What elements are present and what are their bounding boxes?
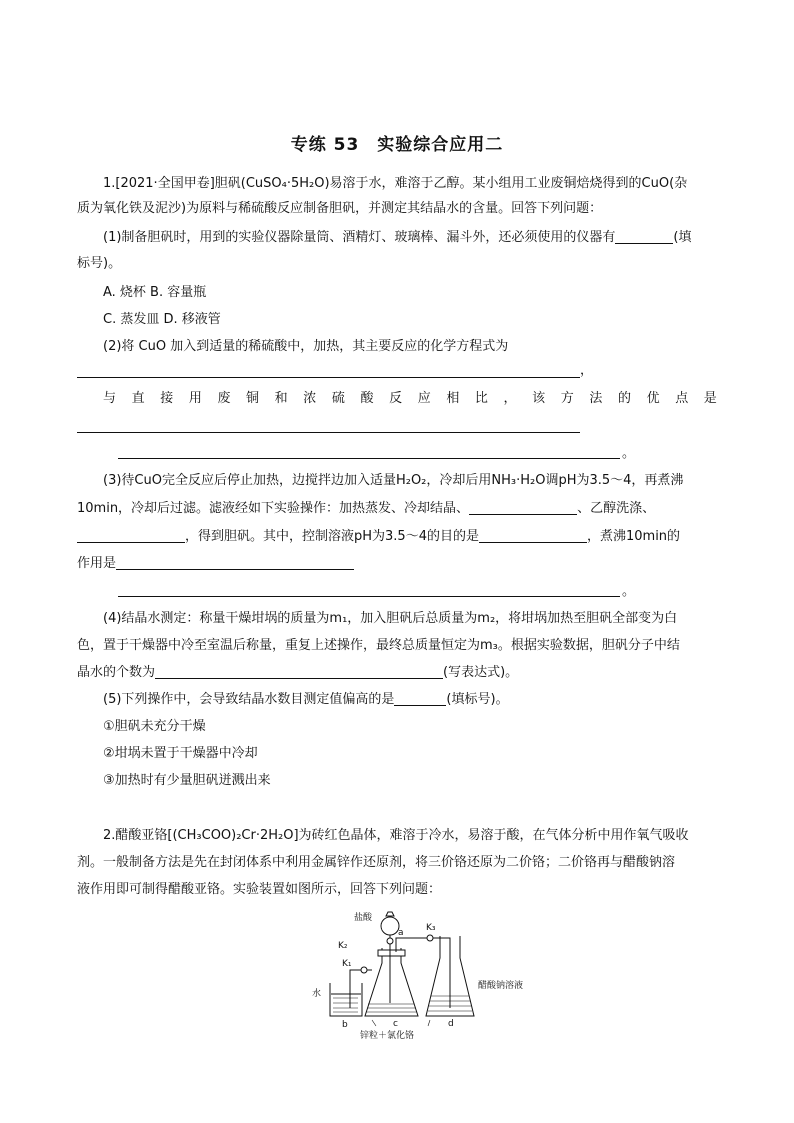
q1-part5-choice-1: ①胆矾未充分干燥 (103, 719, 206, 734)
funnel-bulb (381, 917, 399, 935)
outlet-tube (350, 970, 372, 1008)
valve-k3 (427, 935, 433, 941)
q1-option-ab: A. 烧杯 B. 容量瓶 (103, 285, 207, 300)
q1-part2-line1: (2)将 CuO 加入到适量的稀硫酸中，加热，其主要反应的化学方程式为 (103, 339, 509, 354)
q1-part2-comma: ， (580, 363, 594, 378)
q1-part5-choice-2: ②坩埚未置于干燥器中冷却 (103, 746, 258, 761)
q1-part2-char: 该 (532, 391, 546, 406)
q1-part5-line1 (103, 691, 509, 709)
q1-part3-boil-purpose-blank-1[interactable] (116, 555, 354, 570)
q1-part2-char: 应 (417, 391, 431, 406)
q1-part4-line1: (4)结晶水测定：称量干燥坩埚的质量为m₁，加入胆矾后总质量为m₂，将坩埚加热至胆矾全部变为白 (103, 611, 678, 626)
valve-k2 (387, 938, 393, 944)
label-zinc-chromium-chloride: 锌粒＋氯化铬 (360, 1031, 415, 1041)
pointer-lines (372, 1020, 430, 1026)
q1-part3-blank-2[interactable] (77, 528, 185, 543)
q1-part1-fill-note: (填 (673, 230, 692, 245)
q2-stem-line3: 液作用即可制得醋酸亚铬。实验装置如图所示，回答下列问题： (77, 882, 442, 897)
q1-part2-char: 铜 (246, 391, 260, 406)
q1-part2-advantage-blank-1[interactable] (77, 432, 580, 433)
q1-part3-text-a: 10min，冷却后过滤。滤液经如下实验操作：加热蒸发、冷却结晶、 (77, 501, 470, 516)
q1-part3-blank-1[interactable] (469, 500, 577, 515)
q1-part2-advantage-blank-2[interactable] (118, 458, 620, 459)
beaker-b (330, 983, 362, 1016)
q1-part4-line3 (77, 664, 518, 682)
q1-part3-period: 。 (622, 584, 636, 599)
label-d: d (448, 1019, 454, 1029)
q1-stem-line2: 质为氧化铁及泥沙)为原料与稀硫酸反应制备胆矾，并测定其结晶水的含量。回答下列问题： (77, 201, 603, 216)
flask-c (365, 948, 418, 1016)
q1-part2-char: 硫 (331, 391, 345, 406)
q1-part2-char: 相 (446, 391, 460, 406)
label-k1: K₁ (342, 959, 352, 969)
q1-part2-char: 法 (589, 391, 603, 406)
q1-part5-text-a: (5)下列操作中，会导致结晶水数目测定值偏高的是 (103, 692, 395, 707)
q1-part2-char: 点 (675, 391, 689, 406)
label-b: b (342, 1020, 348, 1030)
q1-part3-line2 (77, 500, 655, 518)
q1-part2-char: 接 (160, 391, 174, 406)
q1-part4-expression-blank[interactable] (155, 664, 443, 679)
q1-part3-line1: (3)待CuO完全反应后停止加热，边搅拌边加入适量H₂O₂，冷却后用NH₃·H₂O调pH为3.5～4，再煮沸 (103, 473, 684, 488)
q1-part2-char: ， (503, 391, 517, 406)
q1-part3-text-b: 、乙醇洗涤、 (577, 501, 656, 516)
water-hatch (333, 998, 358, 1012)
label-k2: K₂ (338, 941, 348, 951)
q1-part1-line1 (103, 229, 692, 247)
q1-part2-char: 优 (646, 391, 660, 406)
label-a: a (398, 928, 404, 938)
q1-part2-equation-blank[interactable] (77, 377, 580, 378)
q1-part2-char: 方 (560, 391, 574, 406)
q1-part2-char: 与 (103, 391, 117, 406)
q1-part3-text-c: ，得到胆矾。其中，控制溶液pH为3.5～4的目的是 (185, 529, 479, 544)
q2-stem-line1: 2.醋酸亚铬[(CH₃COO)₂Cr·2H₂O]为砖红色晶体，难溶于冷水，易溶于酸，在气体分析中用作氧气吸收 (103, 828, 689, 843)
q1-part4-text-a: 晶水的个数为 (77, 665, 156, 680)
q1-part2-line2 (103, 390, 717, 408)
q1-part3-ph-purpose-blank[interactable] (479, 528, 587, 543)
q1-part1-answer-blank[interactable] (615, 229, 673, 244)
apparatus-diagram (300, 908, 550, 1043)
label-k3: K₃ (426, 923, 436, 933)
q1-part3-line3 (77, 528, 680, 546)
q1-part3-text-d: ，煮沸10min的 (586, 529, 681, 544)
q1-part3-line4 (77, 555, 354, 573)
label-hcl: 盐酸 (354, 913, 373, 923)
flask-contents (366, 1004, 417, 1012)
flask-stopper (378, 950, 405, 956)
q1-part2-char: 用 (188, 391, 202, 406)
label-sodium-acetate: 醋酸钠溶液 (478, 981, 524, 991)
q1-part2-char: 废 (217, 391, 231, 406)
q1-part2-char: 直 (131, 391, 145, 406)
q1-part2-char: 是 (703, 391, 717, 406)
q1-part2-char: 反 (389, 391, 403, 406)
q1-stem-line1: 1.[2021·全国甲卷]胆矾(CuSO₄·5H₂O)易溶于水，难溶于乙醇。某小组用工业废铜焙烧得到的CuO(杂 (103, 176, 688, 191)
q1-part2-char: 酸 (360, 391, 374, 406)
q1-part5-text-b: (填标号)。 (446, 692, 509, 707)
q1-part2-char: 和 (274, 391, 288, 406)
q1-part3-boil-purpose-blank-2[interactable] (118, 596, 620, 597)
q1-part2-period: 。 (622, 446, 636, 461)
q1-part2-char: 浓 (303, 391, 317, 406)
label-c: c (393, 1019, 398, 1029)
q1-part1-line2: 标号)。 (77, 256, 122, 271)
page-title: 专练 53 实验综合应用二 (290, 135, 504, 155)
q1-part5-answer-blank[interactable] (394, 691, 446, 706)
q1-part4-text-b: (写表达式)。 (443, 665, 519, 680)
q1-option-cd: C. 蒸发皿 D. 移液管 (103, 312, 221, 327)
q2-stem-line2: 剂。一般制备方法是先在封闭体系中利用金属锌作还原剂，将三价铬还原为二价铬；二价铬再与醋酸钠溶 (77, 855, 676, 870)
label-water: 水 (312, 989, 322, 999)
funnel-top (386, 912, 394, 916)
q1-part1-text: (1)制备胆矾时，用到的实验仪器除量筒、酒精灯、玻璃棒、漏斗外，还必须使用的仪器有 (103, 230, 616, 245)
q1-part4-line2: 色，置于干燥器中冷至室温后称量，重复上述操作，最终总质量恒定为m₃。根据实验数据，胆矾分子中结 (77, 638, 680, 653)
q1-part3-text-e: 作用是 (77, 556, 117, 571)
q1-part2-char: 的 (617, 391, 631, 406)
q1-part2-char: 比 (474, 391, 488, 406)
q1-part5-choice-3: ③加热时有少量胆矾迸溅出来 (103, 773, 271, 788)
valve-k1 (361, 967, 367, 973)
